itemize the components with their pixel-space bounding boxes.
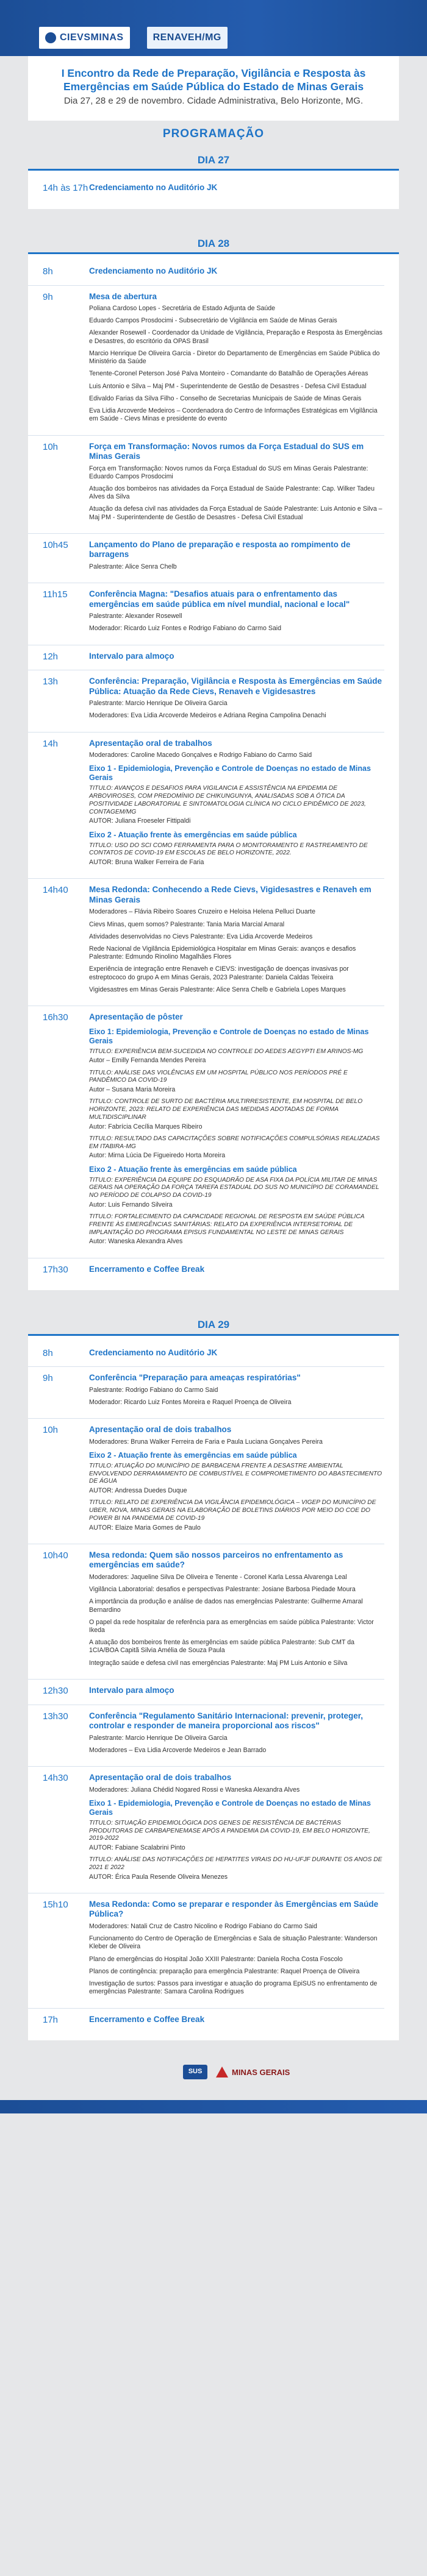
detail-line: Palestrante: Rodrigo Fabiano do Carmo Said — [89, 1386, 218, 1394]
content-card — [28, 56, 399, 2040]
detail-line: Vigidesastres em Minas Gerais Palestrante: Alice Senra Chelb e Gabriela Lopes Marques — [89, 985, 346, 993]
schedule-time: 10h45 — [43, 539, 68, 550]
work-title: TITULO: RELATO DE EXPERIÊNCIA DA VIGILÂNCIA EPIDEMIOLÓGICA – VIGEP DO MUNICÍPIO DE UBER, NOVA, MINAS GERAIS NA ELABORAÇÃO DE BOLETINS DIÁRIOS POR MEIO DO COE DO POWER BI NA PANDEMIA DE COVID-19 — [89, 1499, 376, 1522]
day-heading: DIA 28 — [28, 231, 399, 252]
footer — [0, 2040, 427, 2113]
schedule-body — [89, 540, 384, 575]
schedule-body — [89, 442, 384, 526]
cievs-logo-text: CIEVSMINAS — [60, 32, 124, 43]
cievs-logo-icon — [45, 32, 56, 43]
detail-line: Moderadores – Eva Lidia Arcoverde Medeiros e Jean Barrado — [89, 1746, 267, 1754]
footer-band — [0, 2100, 427, 2113]
schedule-body — [89, 885, 384, 998]
schedule-body — [89, 676, 384, 724]
detail-line: Autor: Waneska Alexandra Alves — [89, 1238, 183, 1246]
schedule-title: Conferência: Preparação, Vigilância e Resposta às Emergências em Saúde Pública: Atuação da Rede Cievs, Renaveh e Vigidesastres — [89, 676, 382, 696]
schedule-title: Apresentação oral de dois trabalhos — [89, 1425, 232, 1435]
logos — [39, 27, 228, 49]
schedule-time: 15h10 — [43, 1900, 68, 1910]
schedule-item — [28, 1342, 384, 1368]
detail-line: Autor: Fabrícia Cecília Marques Ribeiro — [89, 1123, 203, 1130]
schedule-item — [28, 286, 384, 436]
schedule-body — [89, 2015, 384, 2026]
schedule-title: Credenciamento no Auditório JK — [89, 182, 218, 192]
schedule-body — [89, 1550, 384, 1672]
schedule-time: 10h — [43, 441, 59, 452]
schedule-time: 8h — [43, 1347, 53, 1358]
schedule-item — [28, 583, 384, 645]
schedule-body — [89, 1900, 384, 2001]
schedule-title: Encerramento e Coffee Break — [89, 2014, 205, 2024]
detail-line: AUTOR: Fabiane Scalabrini Pinto — [89, 1844, 185, 1852]
work-title: TITULO: SITUAÇÃO EPIDEMIOLÓGICA DOS GENES DE RESISTÊNCIA DE BACTÉRIAS PRODUTORAS DE CARBAPENEMASE APÓS A PANDEMIA DA COVID-19, EM BELO HORIZONTE, 2019-2022 — [89, 1819, 370, 1842]
schedule-item — [28, 177, 384, 202]
detail-line: Autor – Emilly Fernanda Mendes Pereira — [89, 1057, 206, 1065]
axis-title: Eixo 2 - Atuação frente às emergências em saúde pública — [89, 1450, 297, 1460]
footer-logos — [183, 2065, 290, 2079]
detail-line: Vigilância Laboratorial: desafios e perspectivas Palestrante: Josiane Barbosa Piedade Moura — [89, 1586, 356, 1594]
schedule-item — [28, 733, 384, 879]
detail-line: Experiência de integração entre Renaveh e CIEVS: investigação de doenças invasivas por estreptococo do grupo A em Minas Gerais, 2023 Palestrante: Daniela Caldas Teixeira — [89, 965, 349, 981]
schedule-time: 14h30 — [43, 1773, 68, 1784]
work-title: TITULO: FORTALECIMENTO DA CAPACIDADE REGIONAL DE RESPOSTA EM SAÚDE PÚBLICA FRENTE ÀS EMERGÊNCIAS SANITÁRIAS: RELATO DA EXPERIÊNCIA INTERSETORIAL DE IMPLANTAÇÃO DO PROGRAMA EPISUS FUNDAMENTAL NO LESTE DE MINAS GERAIS — [89, 1213, 365, 1236]
detail-line: Investigação de surtos: Passos para investigar e atuação do programa EpiSUS no enfrentamento de emergências Palestrante: Samara Carolina Rodrigues — [89, 1980, 378, 1996]
detail-line: Atividades desenvolvidas no Cievs Palestrante: Eva Lidia Arcoverde Medeiros — [89, 932, 313, 940]
schedule-time: 11h15 — [43, 589, 68, 600]
axis-title: Eixo 1 - Epidemiologia, Prevenção e Controle de Doenças no estado de Minas Gerais — [89, 764, 371, 782]
schedule-title: Mesa Redonda: Conhecendo a Rede Cievs, Vigidesastres e Renaveh em Minas Gerais — [89, 885, 371, 904]
event-list — [28, 1339, 399, 2041]
triangle-icon — [216, 2067, 228, 2077]
work-title: TITULO: ANÁLISE DAS VIOLÊNCIAS EM UM HOSPITAL PÚBLICO NOS PERÍODOS PRÉ E PANDÊMICO DA COVID-19 — [89, 1069, 348, 1084]
detail-line: AUTOR: Bruna Walker Ferreira de Faria — [89, 859, 204, 867]
day-spacer — [28, 209, 399, 231]
schedule-body — [89, 739, 384, 871]
schedule-time: 13h30 — [43, 1711, 68, 1722]
detail-line: Tenente-Coronel Peterson José Palva Monteiro - Comandante do Batalhão de Operações Aéreas — [89, 370, 368, 378]
work-title: TITULO: USO DO SCI COMO FERRAMENTA PARA O MONITORAMENTO E RASTREAMENTO DE CONTATOS DE COVID-19 EM ESCOLAS DE BELO HORIZONTE, 2022. — [89, 842, 368, 857]
detail-line: Moderadores: Natali Cruz de Castro Nicolino e Rodrigo Fabiano do Carmo Said — [89, 1922, 317, 1930]
detail-line: Autor: Luis Fernando Silveira — [89, 1201, 173, 1208]
schedule-time: 17h30 — [43, 1264, 68, 1275]
header-band — [0, 0, 427, 56]
schedule-body — [89, 1373, 384, 1411]
schedule-time: 10h40 — [43, 1550, 68, 1561]
detail-line: Atuação da defesa civil nas atividades da Força Estadual de Saúde Palestrante: Luis Antonio e Silva – Maj PM - Superintendente de Gestão de Desastres - Defesa Civil Estadual — [89, 505, 382, 521]
detail-line: Moderadores – Flávia Ribeiro Soares Cruzeiro e Heloisa Helena Pelluci Duarte — [89, 908, 315, 916]
renaveh-logo-text: RENAVEH/MG — [152, 32, 221, 43]
axis-title: Eixo 2 - Atuação frente às emergências em saúde pública — [89, 1165, 297, 1174]
schedule-time: 14h40 — [43, 885, 68, 896]
work-title: TITULO: EXPERIÊNCIA DA EQUIPE DO ESQUADRÃO DE ASA FIXA DA POLÍCIA MILITAR DE MINAS GERAIS NA OPERAÇÃO DA FORÇA TAREFA ESTADUAL DO SUS NO MUNICÍPIO DE CORAMANDEL NO PERÍODO DE COLAPSO DA COVID-19 — [89, 1176, 379, 1199]
detail-line: A importância da produção e análise de dados nas emergências Palestrante: Guilherme Amaral Bernardino — [89, 1598, 363, 1614]
schedule-item — [28, 879, 384, 1006]
detail-line: Edivaldo Farias da Silva Filho - Conselho de Secretarias Municipais de Saúde de Minas Gerais — [89, 394, 362, 402]
detail-line: Moderador: Ricardo Luiz Fontes Moreira e Raquel Proença de Oliveira — [89, 1398, 292, 1406]
detail-line: Autor: Mirna Lúcia De Figueiredo Horta Moreira — [89, 1152, 226, 1160]
schedule-time: 8h — [43, 266, 53, 277]
renaveh-logo — [147, 27, 228, 49]
schedule-time: 14h — [43, 738, 59, 749]
detail-line: Moderadores: Bruna Walker Ferreira de Faria e Paula Luciana Gonçalves Pereira — [89, 1438, 323, 1446]
detail-line: Integração saúde e defesa civil nas emergências Palestrante: Maj PM Luis Antonio e Silva — [89, 1659, 348, 1667]
event-list — [28, 174, 399, 209]
detail-line: Atuação dos bombeiros nas atividades da Força Estadual de Saúde Palestrante: Cap. Wilker Tadeu Alves da Silva — [89, 484, 375, 501]
work-title: TITULO: CONTROLE DE SURTO DE BACTÉRIA MULTIRRESISTENTE, EM HOSPITAL DE BELO HORIZONTE, 2023: RELATO DE EXPERIÊNCIA DAS MEDIDAS ADOTADAS DE FORMA MULTIDISCIPLINAR — [89, 1098, 363, 1121]
schedule-title: Conferência "Regulamento Sanitário Internacional: prevenir, proteger, controlar e responder de maneira proporcional aos riscos" — [89, 1711, 364, 1731]
detail-line: Alexander Rosewell - Coordenador da Unidade de Vigilância, Preparação e Resposta às Emergências e Desastres, do escritório da OPAS Brasil — [89, 329, 382, 345]
detail-line: Moderadores: Eva Lidia Arcoverde Medeiros e Adriana Regina Campolina Denachi — [89, 712, 326, 720]
event-subtitle: Dia 27, 28 e 29 de novembro. Cidade Administrativa, Belo Horizonte, MG. — [63, 96, 364, 107]
detail-line: Poliana Cardoso Lopes - Secretária de Estado Adjunta de Saúde — [89, 305, 276, 312]
detail-line: A atuação dos bombeiros frente às emergências em saúde pública Palestrante: Sub CMT da 1CIA/BOA Capitã Silvia Amélia de Souza Paula — [89, 1639, 354, 1655]
schedule-body — [89, 1348, 384, 1360]
schedule-time: 12h — [43, 651, 59, 662]
schedule-title: Lançamento do Plano de preparação e resposta ao rompimento de barragens — [89, 539, 351, 559]
schedule-time: 9h — [43, 291, 53, 302]
detail-line: Moderadores: Jaqueline Silva De Oliveira e Tenente - Coronel Karla Lessa Alvarenga Leal — [89, 1573, 347, 1581]
day-spacer — [28, 1290, 399, 1312]
day-divider — [28, 1334, 399, 1336]
detail-line: Palestrante: Marcio Henrique De Oliveira Garcia — [89, 1734, 228, 1742]
schedule-item — [28, 1006, 384, 1258]
schedule-item — [28, 1767, 384, 1893]
schedule-title: Apresentação oral de dois trabalhos — [89, 1773, 232, 1783]
schedule-body — [89, 183, 384, 194]
schedule-title: Conferência Magna: "Desafios atuais para o enfrentamento das emergências em saúde pública em nível mundial, nacional e local" — [89, 589, 350, 609]
detail-line: Eva Lidia Arcoverde Medeiros – Coordenadora do Centro de Informações Estratégicas em Vigilância em Saúde - Cievs Minas e presidente do evento — [89, 407, 378, 423]
schedule-item — [28, 436, 384, 534]
axis-title: Eixo 1: Epidemiologia, Prevenção e Controle de Doenças no estado de Minas Gerais — [89, 1027, 369, 1045]
day-heading: DIA 27 — [28, 147, 399, 169]
schedule-title: Credenciamento no Auditório JK — [89, 266, 218, 275]
schedule-title: Mesa de abertura — [89, 291, 157, 301]
schedule-title: Apresentação oral de trabalhos — [89, 738, 212, 748]
work-title: TITULO: EXPERIÊNCIA BEM-SUCEDIDA NO CONTROLE DO AEDES AEGYPTI EM ARINOS-MG — [89, 1048, 364, 1055]
schedule-body — [89, 1012, 384, 1250]
detail-line: Cievs Minas, quem somos? Palestrante: Tania Maria Marcial Amaral — [89, 920, 285, 928]
detail-line: Autor – Susana Maria Moreira — [89, 1086, 176, 1094]
schedule-body — [89, 1265, 384, 1276]
schedule-time: 13h — [43, 676, 59, 687]
schedule-item — [28, 645, 384, 671]
schedule-item — [28, 2009, 384, 2034]
schedule-body — [89, 1773, 384, 1886]
schedule-title: Apresentação de pôster — [89, 1012, 183, 1022]
schedule-title: Credenciamento no Auditório JK — [89, 1347, 218, 1357]
schedule-body — [89, 651, 384, 663]
work-title: TITULO: ANÁLISE DAS NOTIFICAÇÕES DE HEPATITES VIRAIS DO HU-UFJF DURANTE OS ANOS DE 2021 E 2022 — [89, 1856, 382, 1872]
schedule-item — [28, 260, 384, 286]
schedule-title: Intervalo para almoço — [89, 1685, 174, 1695]
schedule-item — [28, 1419, 384, 1544]
detail-line: Luis Antonio e Silva – Maj PM - Superintendente de Gestão de Desastres - Defesa Civil Estadual — [89, 382, 367, 390]
schedule-item — [28, 1705, 384, 1767]
schedule-time: 14h às 17h — [43, 182, 88, 193]
detail-line: Moderadores: Caroline Macedo Gonçalves e Rodrigo Fabiano do Carmo Said — [89, 751, 312, 759]
event-list — [28, 258, 399, 1290]
minas-gerais-text: MINAS GERAIS — [232, 2067, 290, 2077]
schedule-body — [89, 1711, 384, 1759]
sus-logo: SUS — [183, 2065, 207, 2079]
schedule-time: 16h30 — [43, 1012, 68, 1023]
schedule-time: 9h — [43, 1373, 53, 1384]
axis-title: Eixo 2 - Atuação frente às emergências em saúde pública — [89, 830, 297, 839]
detail-line: AUTOR: Juliana Froeseler Fittipaldi — [89, 817, 191, 825]
hero — [28, 56, 399, 121]
detail-line: Palestrante: Alexander Rosewell — [89, 612, 182, 620]
section-title: PROGRAMAÇÃO — [28, 121, 399, 147]
day-divider — [28, 252, 399, 254]
event-title: I Encontro da Rede de Preparação, Vigilância e Resposta às Emergências em Saúde Pública do Estado de Minas Gerais — [61, 67, 366, 93]
work-title: TITULO: RESULTADO DAS CAPACITAÇÕES SOBRE NOTIFICAÇÕES COMPULSÓRIAS REALIZADAS EM ITABIRA-MG — [89, 1135, 380, 1150]
work-title: TITULO: ATUAÇÃO DO MUNICÍPIO DE BARBACENA FRENTE A DESASTRE AMBIENTAL ENVOLVENDO DERRAMAMENTO DE COMBUSTÍVEL E COMPROMETIMENTO DO ABASTECIMENTO DE ÁGUA — [89, 1462, 382, 1485]
schedule-title: Intervalo para almoço — [89, 651, 174, 661]
schedule-item — [28, 1258, 384, 1283]
schedule-body — [89, 1686, 384, 1697]
days-container — [28, 147, 399, 2041]
schedule-item — [28, 1680, 384, 1705]
day-divider — [28, 169, 399, 171]
minas-gerais-logo — [216, 2067, 290, 2077]
detail-line: Funcionamento do Centro de Operação de Emergências e Sala de situação Palestrante: Wanderson Kleber de Oliveira — [89, 1935, 378, 1951]
schedule-body — [89, 266, 384, 278]
schedule-title: Mesa Redonda: Como se preparar e responder às Emergências em Saúde Pública? — [89, 1900, 379, 1919]
schedule-item — [28, 1367, 384, 1419]
schedule-body — [89, 589, 384, 637]
schedule-body — [89, 1425, 384, 1536]
detail-line: Força em Transformação: Novos rumos da Força Estadual do SUS em Minas Gerais Palestrante: Eduardo Campos Prosdocimi — [89, 464, 368, 480]
schedule-item — [28, 670, 384, 732]
work-title: TITULO: AVANÇOS E DESAFIOS PARA VIGILANCIA E ASSISTÊNCIA NA EPIDEMIA DE ARBOVIROSES, COM PREDOMÍNIO DE CHIKUNGUNYA, ANALISADAS SOB A ÓTICA DA POSITIVIDADE LABORATORIAL E SINTOMATOLOGIA CLÍNICA NO CICLO EPIDÊMICO DE 2023, CONTAGEM/MG — [89, 785, 366, 815]
detail-line: AUTOR: Andressa Duedes Duque — [89, 1487, 187, 1495]
detail-line: O papel da rede hospitalar de referência para as emergências em saúde pública Palestrante: Victor Ikeda — [89, 1618, 374, 1634]
detail-line: Moderador: Ricardo Luiz Fontes e Rodrigo Fabiano do Carmo Said — [89, 625, 282, 633]
detail-line: Planos de contingência: preparação para emergência Palestrante: Raquel Proença de Oliveira — [89, 1967, 360, 1975]
schedule-time: 17h — [43, 2014, 59, 2025]
detail-line: Eduardo Campos Prosdocimi - Subsecretário de Vigilância em Saúde de Minas Gerais — [89, 317, 337, 325]
schedule-item — [28, 534, 384, 583]
schedule-body — [89, 292, 384, 428]
detail-line: Plano de emergências do Hospital João XXIII Palestrante: Daniela Rocha Costa Foscolo — [89, 1955, 343, 1963]
schedule-time: 12h30 — [43, 1685, 68, 1696]
schedule-title: Mesa redonda: Quem são nossos parceiros no enfrentamento as emergências em saúde? — [89, 1550, 343, 1570]
schedule-title: Encerramento e Coffee Break — [89, 1264, 205, 1274]
detail-line: AUTOR: Elaize Maria Gomes de Paulo — [89, 1524, 201, 1531]
cievs-logo — [39, 27, 130, 49]
detail-line: Palestrante: Alice Senra Chelb — [89, 562, 177, 570]
detail-line: AUTOR: Érica Paula Resende Oliveira Menezes — [89, 1873, 228, 1881]
day-heading: DIA 29 — [28, 1312, 399, 1333]
schedule-title: Conferência "Preparação para ameaças respiratórias" — [89, 1373, 301, 1383]
detail-line: Marcio Henrique De Oliveira Garcia - Diretor do Departamento de Emergências em Saúde Pública do Ministério da Saúde — [89, 349, 380, 366]
schedule-title: Força em Transformação: Novos rumos da Força Estadual do SUS em Minas Gerais — [89, 441, 364, 461]
detail-line: Moderadores: Juliana Chédid Nogared Rossi e Waneska Alexandra Alves — [89, 1786, 300, 1794]
axis-title: Eixo 1 - Epidemiologia, Prevenção e Controle de Doenças no estado de Minas Gerais — [89, 1798, 371, 1817]
detail-line: Rede Nacional de Vigilância Epidemiológica Hospitalar em Minas Gerais: avanços e desafios Palestrante: Edmundo Rinolino Magalhães Flores — [89, 945, 356, 961]
schedule-item — [28, 1544, 384, 1680]
schedule-item — [28, 1893, 384, 2009]
schedule-time: 10h — [43, 1425, 59, 1436]
detail-line: Palestrante: Marcio Henrique De Oliveira Garcia — [89, 700, 228, 708]
